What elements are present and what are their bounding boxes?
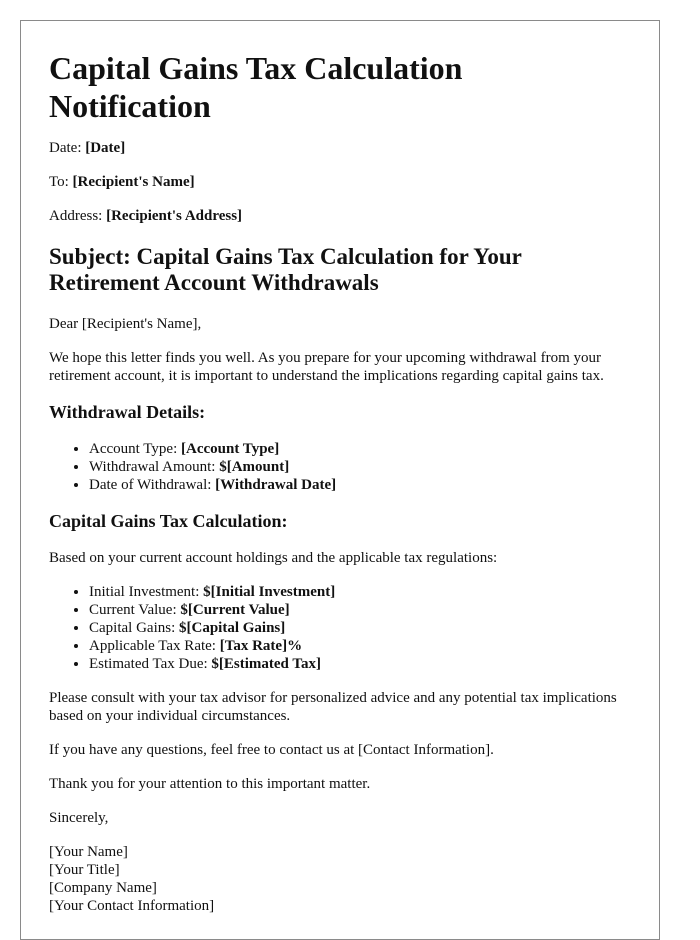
- list-item: [89, 440, 631, 458]
- item-value: [Withdrawal Date]: [215, 477, 337, 493]
- list-item: [89, 655, 631, 673]
- item-label: Date of Withdrawal:: [89, 477, 216, 493]
- letter: [20, 20, 660, 940]
- item-label: Capital Gains:: [89, 620, 179, 636]
- list-item: [89, 476, 631, 494]
- advice-paragraph: Please consult with your tax advisor for personalized advice and any potential tax implications based on your individual circumstances.: [49, 690, 617, 724]
- address-line: [49, 207, 631, 225]
- address-label: Address:: [49, 208, 103, 224]
- thanks-paragraph: Thank you for your attention to this important matter.: [49, 776, 371, 792]
- withdrawal-details-heading: Withdrawal Details:: [49, 402, 206, 422]
- intro-paragraph: We hope this letter finds you well. As you prepare for your upcoming withdrawal from your retirement account, it is important to understand the implications regarding capital gains tax.: [49, 350, 604, 384]
- item-value: $[Initial Investment]: [203, 584, 336, 600]
- to-value: [Recipient's Name]: [72, 174, 195, 190]
- signature-name: [Your Name]: [49, 844, 128, 860]
- date-label: Date:: [49, 140, 82, 156]
- item-value: $[Amount]: [219, 459, 290, 475]
- signature-block: [49, 843, 631, 915]
- list-item: [89, 458, 631, 476]
- tax-calculation-list: [49, 583, 631, 673]
- item-value: $[Current Value]: [180, 602, 290, 618]
- item-label: Account Type:: [89, 441, 181, 457]
- closing: Sincerely,: [49, 810, 109, 826]
- to-label: To:: [49, 174, 69, 190]
- item-value: [Tax Rate]%: [219, 638, 303, 654]
- to-line: [49, 173, 631, 191]
- list-item: [89, 583, 631, 601]
- item-label: Applicable Tax Rate:: [89, 638, 220, 654]
- list-item: [89, 637, 631, 655]
- subject-heading: Subject: Capital Gains Tax Calculation for Your Retirement Account Withdrawals: [49, 244, 522, 295]
- item-label: Estimated Tax Due:: [89, 656, 212, 672]
- letter-title: Capital Gains Tax Calculation Notification: [49, 50, 463, 124]
- item-label: Withdrawal Amount:: [89, 459, 220, 475]
- item-value: $[Estimated Tax]: [211, 656, 321, 672]
- item-label: Initial Investment:: [89, 584, 204, 600]
- date-line: [49, 139, 631, 157]
- withdrawal-details-list: [49, 440, 631, 494]
- list-item: [89, 619, 631, 637]
- item-value: $[Capital Gains]: [179, 620, 286, 636]
- greeting: Dear [Recipient's Name],: [49, 316, 202, 332]
- tax-calculation-heading: Capital Gains Tax Calculation:: [49, 511, 288, 531]
- item-label: Current Value:: [89, 602, 181, 618]
- questions-paragraph: If you have any questions, feel free to contact us at [Contact Information].: [49, 742, 494, 758]
- signature-title: [Your Title]: [49, 862, 120, 878]
- signature-company: [Company Name]: [49, 880, 157, 896]
- tax-calculation-intro: Based on your current account holdings and the applicable tax regulations:: [49, 550, 498, 566]
- address-value: [Recipient's Address]: [106, 208, 243, 224]
- list-item: [89, 601, 631, 619]
- date-value: [Date]: [85, 140, 126, 156]
- item-value: [Account Type]: [181, 441, 280, 457]
- signature-contact: [Your Contact Information]: [49, 898, 215, 914]
